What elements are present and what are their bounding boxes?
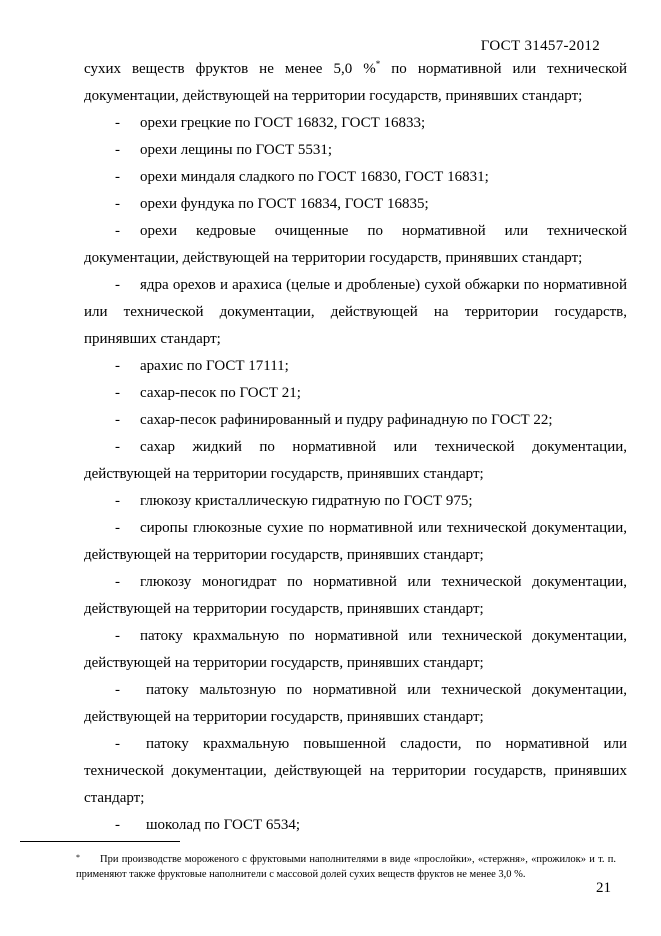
list-item [84, 137, 627, 164]
bullet-dash: - [115, 574, 120, 590]
footnote-separator [20, 841, 180, 842]
list-item [84, 731, 627, 812]
footnote-mark: * [76, 853, 80, 862]
list-item-text: глюкозу моногидрат по нормативной или технической документации, действующей на территории государств, принявших стандарт; [84, 574, 627, 617]
list-item-text: арахис по ГОСТ 17111; [140, 358, 289, 374]
list-item [84, 488, 627, 515]
intro-text-b: по нормативной или технической документации, действующей на территории государств, принявших стандарт; [84, 61, 627, 104]
list-item-text: патоку крахмальную по нормативной или технической документации, действующей на территории государств, принявших стандарт; [84, 628, 627, 671]
list-item [84, 218, 627, 272]
page-number: 21 [596, 880, 611, 896]
ingredient-list [84, 110, 627, 839]
list-item-text: патоку мальтозную по нормативной или технической документации, действующей на территории государств, принявших стандарт; [84, 682, 627, 725]
bullet-dash: - [115, 493, 120, 509]
list-item-text: орехи миндаля сладкого по ГОСТ 16830, ГОСТ 16831; [140, 169, 489, 185]
bullet-dash: - [115, 412, 120, 428]
list-item-text: ядра орехов и арахиса (целые и дробленые) сухой обжарки по нормативной или технической документации, действующей на территории государств, принявших стандарт; [84, 277, 627, 347]
footnote [76, 850, 616, 882]
bullet-dash: - [115, 169, 120, 185]
list-item [84, 380, 627, 407]
bullet-dash: - [115, 223, 120, 239]
intro-paragraph [84, 56, 627, 110]
list-item-text: шоколад по ГОСТ 6534; [146, 817, 301, 833]
bullet-dash: - [115, 358, 120, 374]
bullet-dash: - [115, 628, 120, 644]
list-item [84, 191, 627, 218]
list-item [84, 515, 627, 569]
list-item-text: сахар-песок по ГОСТ 21; [140, 385, 301, 401]
list-item [84, 434, 627, 488]
bullet-dash: - [115, 196, 120, 212]
list-item-text: патоку крахмальную повышенной сладости, по нормативной или технической документации, действующей на территории государств, принявших стандарт; [84, 736, 627, 806]
list-item [84, 353, 627, 380]
list-item [84, 110, 627, 137]
list-item [84, 677, 627, 731]
bullet-dash: - [115, 439, 120, 455]
list-item [84, 623, 627, 677]
list-item-text: орехи фундука по ГОСТ 16834, ГОСТ 16835; [140, 196, 429, 212]
footnote-reference: * [375, 59, 381, 69]
document-header: ГОСТ 31457-2012 [480, 38, 600, 54]
list-item-text: глюкозу кристаллическую гидратную по ГОСТ 975; [140, 493, 473, 509]
bullet-dash: - [115, 682, 120, 698]
bullet-dash: - [115, 115, 120, 131]
bullet-dash: - [115, 736, 120, 752]
list-item-text: орехи лещины по ГОСТ 5531; [140, 142, 332, 158]
list-item-text: сахар жидкий по нормативной или технической документации, действующей на территории государств, принявших стандарт; [84, 439, 627, 482]
list-item [84, 569, 627, 623]
bullet-dash: - [115, 817, 120, 833]
list-item [84, 407, 627, 434]
list-item-text: орехи кедровые очищенные по нормативной или технической документации, действующей на территории государств, принявших стандарт; [84, 223, 627, 266]
list-item [84, 812, 627, 839]
list-item-text: орехи грецкие по ГОСТ 16832, ГОСТ 16833; [140, 115, 426, 131]
bullet-dash: - [115, 520, 120, 536]
document-body [84, 56, 627, 839]
bullet-dash: - [115, 277, 120, 293]
list-item [84, 272, 627, 353]
footnote-text: При производстве мороженого с фруктовыми наполнителями в виде «прослойки», «стержня», «прожилок» и т. п. применяют также фруктовые наполнители с массовой долей сухих веществ фруктов не менее 3,0 %. [76, 854, 616, 880]
bullet-dash: - [115, 142, 120, 158]
bullet-dash: - [115, 385, 120, 401]
list-item-text: сахар-песок рафинированный и пудру рафинадную по ГОСТ 22; [140, 412, 553, 428]
list-item [84, 164, 627, 191]
list-item-text: сиропы глюкозные сухие по нормативной или технической документации, действующей на территории государств, принявших стандарт; [84, 520, 627, 563]
intro-text-a: сухих веществ фруктов не менее 5,0 % [84, 61, 376, 77]
